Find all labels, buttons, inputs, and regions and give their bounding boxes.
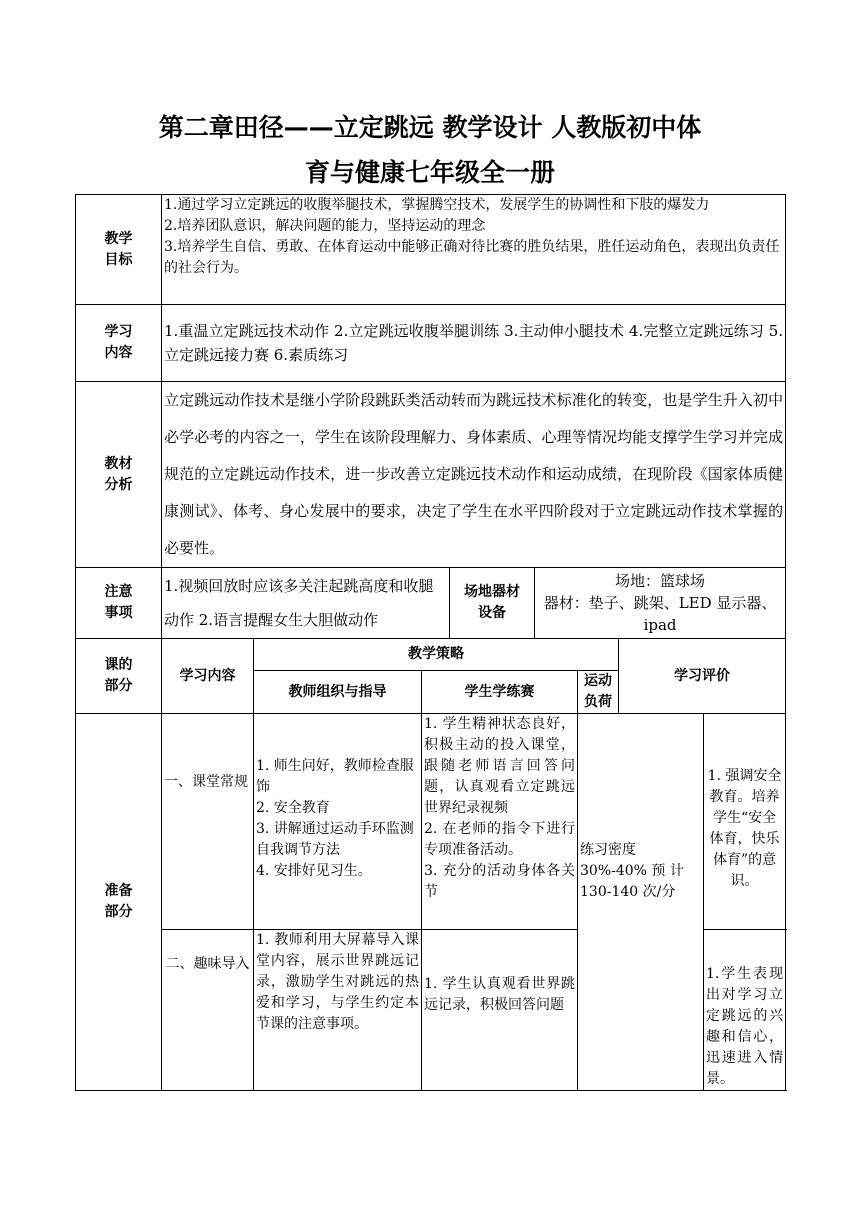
content-label <box>76 305 162 382</box>
venue-label-line-1: 场地器材 <box>464 584 520 600</box>
student-step: 2. 在老师的指令下进行专项准备活动。 <box>424 821 575 858</box>
section-label-line-1: 准备 <box>104 883 133 899</box>
row-evaluation: 1. 强调安全教育。培养学生“安全体育，快乐体育”的意识。 <box>704 714 786 930</box>
header-content: 学习内容 <box>162 639 254 714</box>
row-content: 一、课堂常规 <box>162 714 254 930</box>
objectives-label <box>76 195 162 305</box>
student-step: 1. 学生精神状态良好，积极主动的投入课堂，跟随老师语言回答问题，认真观看立定跳远世界纪录视频 <box>424 716 575 816</box>
row-teacher <box>254 930 422 1091</box>
analysis-label-line-1: 教材 <box>104 455 133 472</box>
row-evaluation: 1.学生表现出对学习立定跳远的兴趣和信心，迅速进入情景。 <box>704 930 786 1091</box>
objectives-label-line-2: 目标 <box>104 251 133 268</box>
header-evaluation: 学习评价 <box>619 639 786 714</box>
notes-row <box>76 568 786 639</box>
teacher-step: 4. 安排好见习生。 <box>256 863 372 879</box>
header-part-line-1: 课的 <box>104 657 133 673</box>
header-student: 学生学练赛 <box>422 671 578 714</box>
header-strategy: 教学策略 <box>254 639 619 671</box>
section-load: 练习密度 30%-40% 预 计 130-140 次/分 <box>578 714 704 1091</box>
document-title-line-1: 第二章田径——立定跳远 教学设计 人教版初中体 <box>158 113 702 142</box>
teacher-step: 2. 安全教育 <box>256 800 330 816</box>
section-label <box>76 714 162 1091</box>
row-content: 二、趣味导入 <box>162 930 254 1091</box>
row-student <box>422 930 578 1091</box>
teacher-step: 1. 师生问好，教师检查服饰 <box>256 758 414 795</box>
objectives-list <box>162 195 786 305</box>
analysis-text: 立定跳远动作技术是继小学阶段跳跃类活动转而为跳远技术标准化的转变，也是学生升入初中必学必考的内容之一，学生在该阶段理解力、身体素质、心理等情况均能支撑学生学习并完成规范的立定跳远动作技术，进一步改善立定跳远技术动作和运动成绩，在现阶段《国家体质健康测试》、体考、身心发展中的要求，决定了学生在水平四阶段对于立定跳远动作技术掌握的必要性。 <box>162 382 786 568</box>
row-student <box>422 714 578 930</box>
objectives-row <box>76 195 786 305</box>
row-teacher <box>254 714 422 930</box>
teacher-step: 3. 讲解通过运动手环监测自我调节方法 <box>256 821 414 858</box>
content-row <box>76 305 786 382</box>
content-text: 1.重温立定跳远技术动作 2.立定跳远收腹举腿训练 3.主动伸小腿技术 4.完整立定跳远练习 5.立定跳远接力赛 6.素质练习 <box>162 305 786 382</box>
objective-item: 3.培养学生自信、勇敢、在体育运动中能够正确对待比赛的胜负结果，胜任运动角色，表现出负责任的社会行为。 <box>164 239 780 276</box>
objectives-label-line-1: 教学 <box>104 230 133 247</box>
notes-text: 1.视频回放时应该多关注起跳高度和收腿动作 2.语言提醒女生大胆做动作 <box>162 568 450 639</box>
header-load: 运动负荷 <box>578 671 619 714</box>
lesson-header-row-1 <box>76 639 786 671</box>
analysis-label-line-2: 分析 <box>104 476 133 493</box>
table-row <box>76 714 786 930</box>
section-label-line-2: 部分 <box>104 904 133 920</box>
analysis-row <box>76 382 786 568</box>
objective-item: 1.通过学习立定跳远的收腹举腿技术，掌握腾空技术，发展学生的协调性和下肢的爆发力 <box>164 197 710 213</box>
header-part-line-2: 部分 <box>104 678 133 694</box>
venue-equipment-label <box>450 568 535 639</box>
venue-text: 场地：篮球场 <box>615 572 706 590</box>
content-label-line-1: 学习 <box>104 324 133 340</box>
student-step: 3. 充分的活动身体各关节 <box>424 863 575 900</box>
student-step: 1. 学生认真观看世界跳远记录，积极回答问题 <box>424 976 575 1013</box>
notes-label-line-2: 事项 <box>104 605 133 621</box>
objective-item: 2.培养团队意识，解决问题的能力，坚持运动的理念 <box>164 218 486 234</box>
header-teacher: 教师组织与指导 <box>254 671 422 714</box>
teacher-step: 1. 教师利用大屏幕导入课堂内容，展示世界跳远记录，激励学生对跳远的热爱和学习，与学生约定本节课的注意事项。 <box>256 932 419 1032</box>
header-part <box>76 639 162 714</box>
notes-label-line-1: 注意 <box>104 584 133 600</box>
lesson-plan-table <box>75 194 786 1091</box>
venue-equipment-text <box>535 568 786 639</box>
equipment-text: 器材：垫子、跳架、LED 显示器、ipad <box>543 594 777 634</box>
document-title-line-2: 育与健康七年级全一册 <box>304 158 555 187</box>
venue-label-line-2: 设备 <box>478 605 506 621</box>
notes-label <box>76 568 162 639</box>
analysis-label <box>76 382 162 568</box>
content-label-line-2: 内容 <box>104 345 133 361</box>
